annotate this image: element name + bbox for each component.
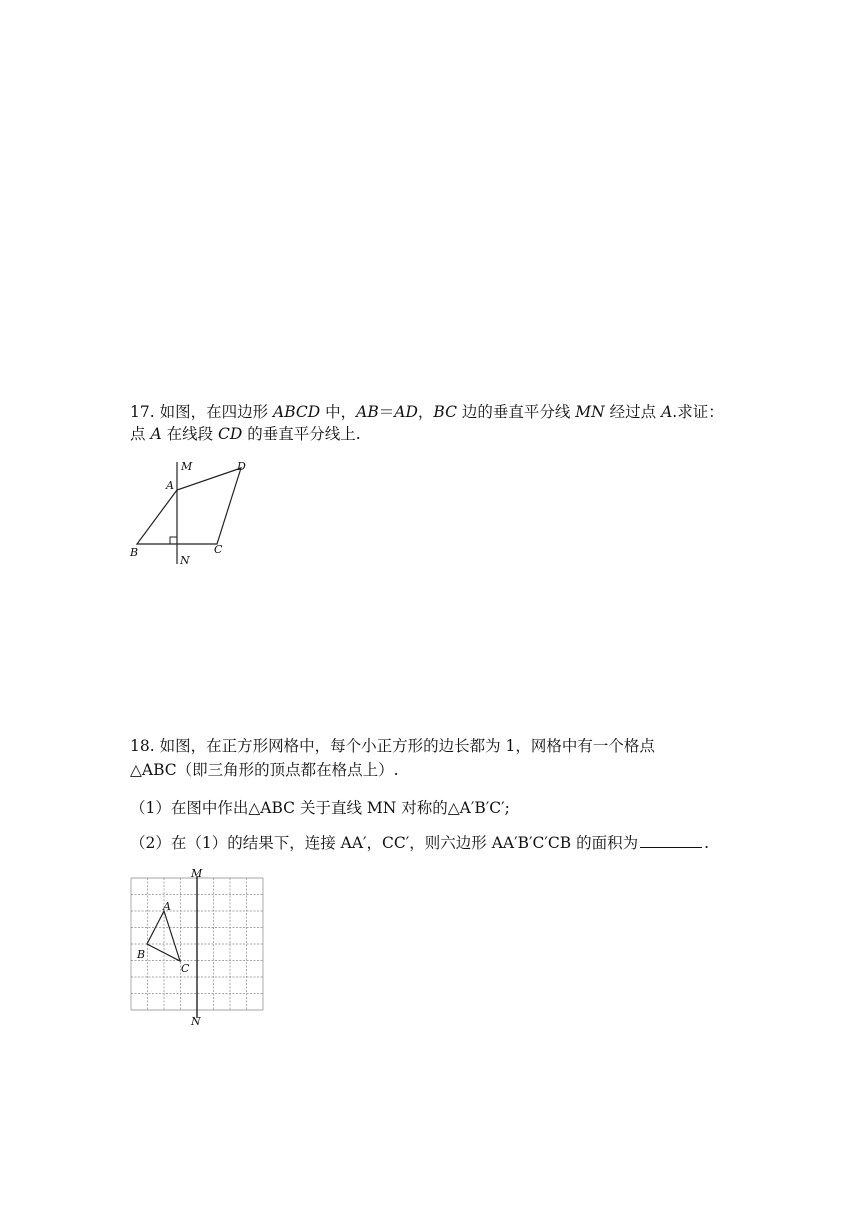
q18-text-line-1: 如图，在正方形网格中，每个小正方形的边长都为 1，网格中有一个格点 <box>159 737 655 755</box>
q17-text-line-2 <box>130 425 361 443</box>
text-segment: 边的垂直平分线 <box>456 403 576 421</box>
q18-part-1: （1）在图中作出△ABC 关于直线 MN 对称的△A′B′C′; <box>130 799 510 817</box>
triangle-abc <box>147 911 180 961</box>
right-angle-mark <box>170 537 177 544</box>
text-segment: CD <box>218 425 243 443</box>
text-segment: ＝ <box>378 403 395 421</box>
quadrilateral-abcd <box>137 468 241 544</box>
label-n: N <box>191 1015 201 1028</box>
label-d: D <box>237 460 246 473</box>
q17-line-2 <box>130 423 361 445</box>
label-b: B <box>130 546 139 559</box>
q18-line-2: △ABC（即三角形的顶点都在格点上）. <box>130 761 399 779</box>
label-m: M <box>191 867 203 880</box>
text-segment: 经过点 <box>604 403 662 421</box>
text-segment: 点 <box>130 425 151 443</box>
text-segment: .求证： <box>672 403 724 421</box>
text-segment: BC <box>433 403 457 421</box>
label-b: B <box>137 948 146 961</box>
q18-part-2-end: . <box>704 834 710 852</box>
q18-grid-figure <box>128 866 268 1026</box>
q18-line-1 <box>130 735 655 757</box>
answer-blank[interactable] <box>640 833 702 848</box>
q18-part-2-text: （2）在（1）的结果下，连接 AA′，CC′，则六边形 AA′B′C′CB 的面积为 <box>130 834 639 852</box>
text-segment: 如图，在四边形 <box>159 403 274 421</box>
q17-line-1 <box>130 401 724 423</box>
text-segment: MN <box>575 403 605 421</box>
text-segment: 的垂直平分线上. <box>242 425 361 443</box>
text-segment: A <box>661 403 673 421</box>
text-segment: ABCD <box>273 403 321 421</box>
q18-part-2 <box>130 832 709 854</box>
text-segment: A <box>150 425 162 443</box>
label-c: C <box>181 962 190 975</box>
label-a: A <box>163 900 171 913</box>
text-segment: AD <box>394 403 418 421</box>
label-a: A <box>166 479 174 492</box>
q17-text-line-1 <box>160 403 724 421</box>
q18-number: 18. <box>130 737 155 755</box>
q17-number: 17. <box>130 403 155 421</box>
text-segment: 在线段 <box>161 425 218 443</box>
text-segment: 中， <box>320 403 357 421</box>
label-m: M <box>181 460 193 473</box>
text-segment: AB <box>356 403 379 421</box>
text-segment: ， <box>417 403 434 421</box>
label-n: N <box>180 554 190 567</box>
label-c: C <box>214 543 223 556</box>
q17-figure <box>125 458 265 573</box>
